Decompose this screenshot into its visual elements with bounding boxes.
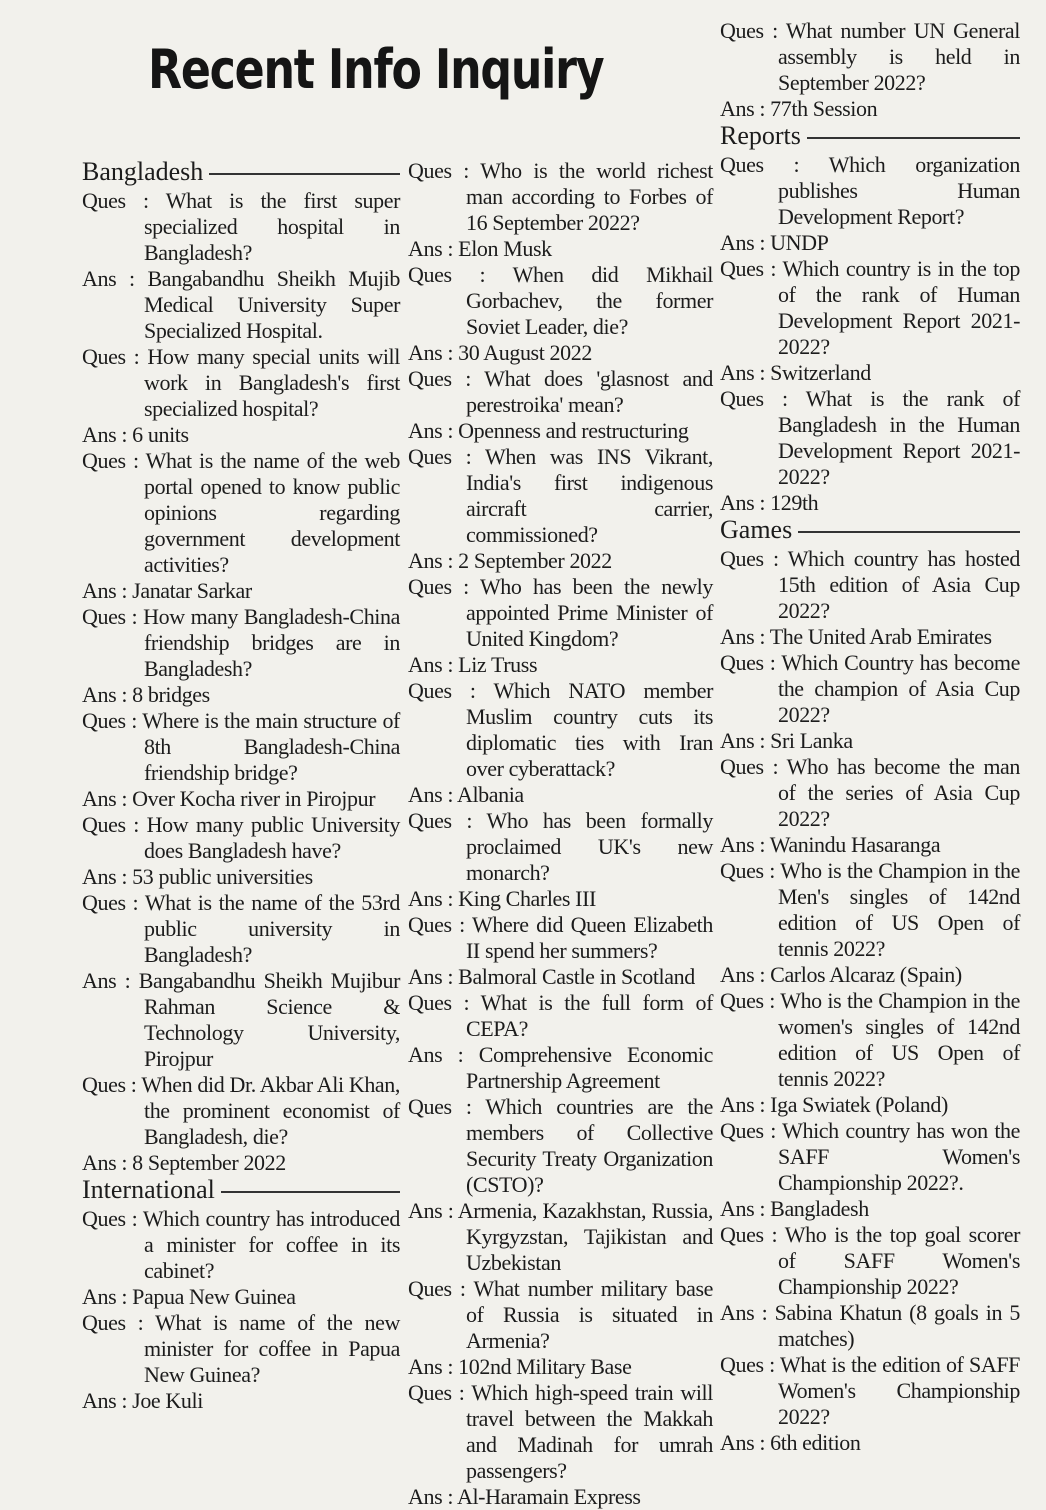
question-text: Which country has hosted 15th edition of Asia Cup 2022? [778,546,1021,623]
question-label: Ques : [408,1380,465,1405]
question [720,988,1020,1092]
question-text: What is the name of the 53rd public university in Bangladesh? [144,890,400,967]
question-text: Which high-speed train will travel between the Makkah and Madinah for umrah passengers? [466,1380,713,1483]
question [408,1380,713,1484]
question-label: Ques : [82,1072,137,1097]
question [720,1222,1020,1300]
question-text: When did Mikhail Gorbachev, the former Soviet Leader, die? [466,262,714,339]
question-label: Ques : [720,988,775,1013]
answer [82,864,400,890]
question [82,1072,400,1150]
question [720,650,1020,728]
question-text: Which organization publishes Human Development Report? [778,152,1020,229]
question-label: Ques : [720,152,800,177]
answer-text: Armenia, Kazakhstan, Russia, Kyrgyzstan, Tajikistan and Uzbekistan [457,1198,714,1275]
section-heading [720,516,1020,544]
answer [408,1042,713,1094]
question-label: Ques : [408,912,465,937]
answer-text: Sri Lanka [770,728,853,753]
answer-label: Ans : [408,1198,454,1223]
answer-label: Ans : [720,624,766,649]
question-label: Ques : [408,262,486,287]
answer [720,1092,1020,1118]
question-text: Who is the Champion in the women's singles of 142nd edition of US Open of tennis 2022? [778,988,1020,1091]
answer [82,682,400,708]
answer-label: Ans : [82,266,135,291]
answer [720,96,1020,122]
question-text: Where did Queen Elizabeth II spend her summers? [466,912,713,963]
answer-label: Ans : [82,864,128,889]
question-text: Who is the Champion in the Men's singles of 142nd edition of US Open of tennis 2022? [778,858,1020,961]
section-heading [720,122,1020,150]
answer-label: Ans : [82,682,128,707]
answer [720,1300,1020,1352]
question-label: Ques : [82,448,139,473]
answer-label: Ans : [408,886,454,911]
answer-text: 30 August 2022 [458,340,592,365]
question-label: Ques : [82,890,139,915]
answer-label: Ans : [82,1284,128,1309]
answer-text: UNDP [770,230,829,255]
answer-text: Bangabandhu Sheikh Mujibur Rahman Science & Technology University, Pirojpur [138,968,400,1071]
answer-label: Ans : [408,418,454,443]
answer-text: Papua New Guinea [132,1284,296,1309]
column-3 [720,18,1020,1456]
question-text: When was INS Vikrant, India's first indigenous aircraft carrier, commissioned? [466,444,713,547]
column-1 [82,158,400,1414]
answer-text: The United Arab Emirates [769,624,992,649]
answer-text: Elon Musk [458,236,552,261]
answer [408,1354,713,1380]
question-label: Ques : [408,158,469,183]
answer [720,230,1020,256]
question-label: Ques : [408,444,472,469]
question [408,912,713,964]
answer [408,418,713,444]
answer [720,728,1020,754]
question [720,546,1020,624]
question-text: What number UN General assembly is held in September 2022? [778,18,1020,95]
question-text: Where is the main structure of 8th Bangladesh-China friendship bridge? [142,708,400,785]
question-text: How many public University does Bangladesh have? [144,812,400,863]
answer-label: Ans : [408,236,454,261]
answer-text: Over Kocha river in Pirojpur [132,786,376,811]
question [408,808,713,886]
question-label: Ques : [720,754,779,779]
answer [720,1430,1020,1456]
question [82,1310,400,1388]
answer-text: 2 September 2022 [458,548,612,573]
question-label: Ques : [82,1206,138,1231]
question [82,604,400,682]
answer-label: Ans : [720,832,766,857]
section-rule [221,1191,400,1193]
question [408,1094,713,1198]
question [408,678,713,782]
answer-text: Comprehensive Economic Partnership Agreement [466,1042,713,1093]
answer [720,360,1020,386]
question [720,152,1020,230]
answer-text: Liz Truss [458,652,538,677]
answer-label: Ans : [720,962,766,987]
answer-text: Janatar Sarkar [132,578,252,603]
answer-label: Ans : [408,548,454,573]
question [720,1118,1020,1196]
question [720,18,1020,96]
question-text: Which countries are the members of Collective Security Treaty Organization (CSTO)? [466,1094,713,1197]
answer-text: 6th edition [770,1430,861,1455]
answer [408,652,713,678]
column-2 [408,158,713,1510]
answer-label: Ans : [720,1300,768,1325]
answer [82,266,400,344]
question [408,990,713,1042]
question-text: Which country has introduced a minister for coffee in its cabinet? [142,1206,400,1283]
question [82,344,400,422]
answer-label: Ans : [82,786,128,811]
answer-text: Joe Kuli [132,1388,203,1413]
question-label: Ques : [82,344,140,369]
question-text: Who has become the man of the series of Asia Cup 2022? [778,754,1020,831]
answer-text: Balmoral Castle in Scotland [458,964,695,989]
question-text: What is the full form of CEPA? [466,990,714,1041]
question-label: Ques : [82,708,137,733]
answer [408,1198,713,1276]
answer-label: Ans : [408,782,454,807]
answer-text: 8 September 2022 [132,1150,286,1175]
question-text: Which NATO member Muslim country cuts its diplomatic ties with Iran over cyberattack? [466,678,714,781]
section-title: Bangladesh [82,157,204,186]
answer-label: Ans : [720,360,766,385]
answer-text: 6 units [132,422,189,447]
answer [82,422,400,448]
section-rule [798,531,1020,533]
answer-label: Ans : [82,1388,128,1413]
question-text: What is the rank of Bangladesh in the Human Development Report 2021-2022? [778,386,1020,489]
question-label: Ques : [720,1118,776,1143]
answer-label: Ans : [82,578,128,603]
answer-label: Ans : [408,1042,464,1067]
answer-label: Ans : [408,964,454,989]
question-label: Ques : [720,386,788,411]
answer-label: Ans : [82,968,131,993]
question-label: Ques : [408,1094,472,1119]
answer [408,964,713,990]
answer-label: Ans : [720,96,766,121]
question-label: Ques : [408,366,471,391]
answer-text: Switzerland [770,360,871,385]
question-text: What number military base of Russia is situated in Armenia? [466,1276,714,1353]
answer-text: King Charles III [458,886,596,911]
question [408,444,713,548]
question [408,574,713,652]
section-rule [209,173,400,175]
answer-label: Ans : [408,1354,454,1379]
question [408,262,713,340]
question [408,1276,713,1354]
question-label: Ques : [82,188,149,213]
answer-label: Ans : [720,1430,766,1455]
answer [720,624,1020,650]
question [82,1206,400,1284]
answer [408,886,713,912]
question-label: Ques : [82,1310,144,1335]
answer-text: Sabina Khatun (8 goals in 5 matches) [774,1300,1021,1351]
question [720,386,1020,490]
question-text: When did Dr. Akbar Ali Khan, the prominent economist of Bangladesh, die? [141,1072,400,1149]
answer-text: 129th [770,490,819,515]
answer-text: 8 bridges [132,682,210,707]
answer-label: Ans : [82,422,128,447]
section-title: Games [720,515,793,544]
question-text: What does 'glasnost and perestroika' mean? [466,366,714,417]
question-text: Who is the top goal scorer of SAFF Women's Championship 2022? [778,1222,1021,1299]
answer [408,782,713,808]
answer-label: Ans : [408,1484,454,1509]
section-rule [807,137,1020,139]
question-label: Ques : [720,1352,775,1377]
answer-label: Ans : [720,1092,766,1117]
answer [82,786,400,812]
question-text: What is the edition of SAFF Women's Championship 2022? [778,1352,1020,1429]
question-text: What is name of the new minister for coffee in Papua New Guinea? [144,1310,400,1387]
question-label: Ques : [82,604,138,629]
question [720,1352,1020,1430]
question-label: Ques : [408,678,476,703]
question-label: Ques : [408,1276,466,1301]
question-text: Who has been the newly appointed Prime Minister of United Kingdom? [466,574,713,651]
question-text: Who is the world richest man according to Forbes of 16 September 2022? [466,158,714,235]
question [720,858,1020,962]
section-title: Reports [720,121,801,150]
answer-text: Al-Haramain Express [456,1484,641,1509]
question-text: Which country has won the SAFF Women's Championship 2022?. [778,1118,1021,1195]
section-title: International [82,1175,215,1204]
answer [408,1484,713,1510]
section-heading [82,158,400,186]
question [82,812,400,864]
answer [720,962,1020,988]
question-label: Ques : [408,574,469,599]
question [720,754,1020,832]
question-text: Which country is in the top of the rank of Human Development Report 2021-2022? [778,256,1020,359]
answer-text: Albania [456,782,524,807]
question [408,366,713,418]
answer [408,340,713,366]
answer-text: 77th Session [770,96,878,121]
answer-label: Ans : [720,728,766,753]
answer [720,1196,1020,1222]
answer-text: Iga Swiatek (Poland) [770,1092,948,1117]
answer [408,236,713,262]
answer-label: Ans : [720,1196,766,1221]
answer-label: Ans : [408,652,454,677]
answer-label: Ans : [408,340,454,365]
answer [408,548,713,574]
answer [82,968,400,1072]
question-text: Which Country has become the champion of Asia Cup 2022? [778,650,1020,727]
question [82,890,400,968]
question-text: What is the first super specialized hospital in Bangladesh? [144,188,400,265]
answer-text: Openness and restructuring [458,418,689,443]
section-heading [82,1176,400,1204]
question [720,256,1020,360]
question-label: Ques : [720,18,778,43]
answer-label: Ans : [82,1150,128,1175]
question-label: Ques : [720,256,777,281]
question [408,158,713,236]
answer [720,832,1020,858]
question-text: How many special units will work in Bangladesh's first specialized hospital? [144,344,400,421]
question-text: How many Bangladesh-China friendship bridges are in Bangladesh? [143,604,400,681]
question-label: Ques : [408,990,470,1015]
answer-label: Ans : [720,230,766,255]
answer [82,578,400,604]
question-label: Ques : [408,808,473,833]
page-title: Recent Info Inquiry [148,38,604,101]
answer-text: 53 public universities [132,864,313,889]
answer-text: Wanindu Hasaranga [769,832,941,857]
question [82,188,400,266]
answer-text: Carlos Alcaraz (Spain) [770,962,962,987]
question-label: Ques : [720,1222,778,1247]
answer [82,1284,400,1310]
question-label: Ques : [82,812,139,837]
answer [82,1150,400,1176]
question-text: Who has been formally proclaimed UK's new monarch? [466,808,713,885]
answer [82,1388,400,1414]
question [82,708,400,786]
question [82,448,400,578]
question-label: Ques : [720,546,779,571]
answer-label: Ans : [720,490,766,515]
answer-text: Bangabandhu Sheikh Mujib Medical University Super Specialized Hospital. [144,266,400,343]
question-text: What is the name of the web portal opened to know public opinions regarding government development activities? [144,448,401,577]
answer-text: 102nd Military Base [458,1354,632,1379]
question-label: Ques : [720,858,775,883]
answer [720,490,1020,516]
question-label: Ques : [720,650,776,675]
answer-text: Bangladesh [770,1196,869,1221]
